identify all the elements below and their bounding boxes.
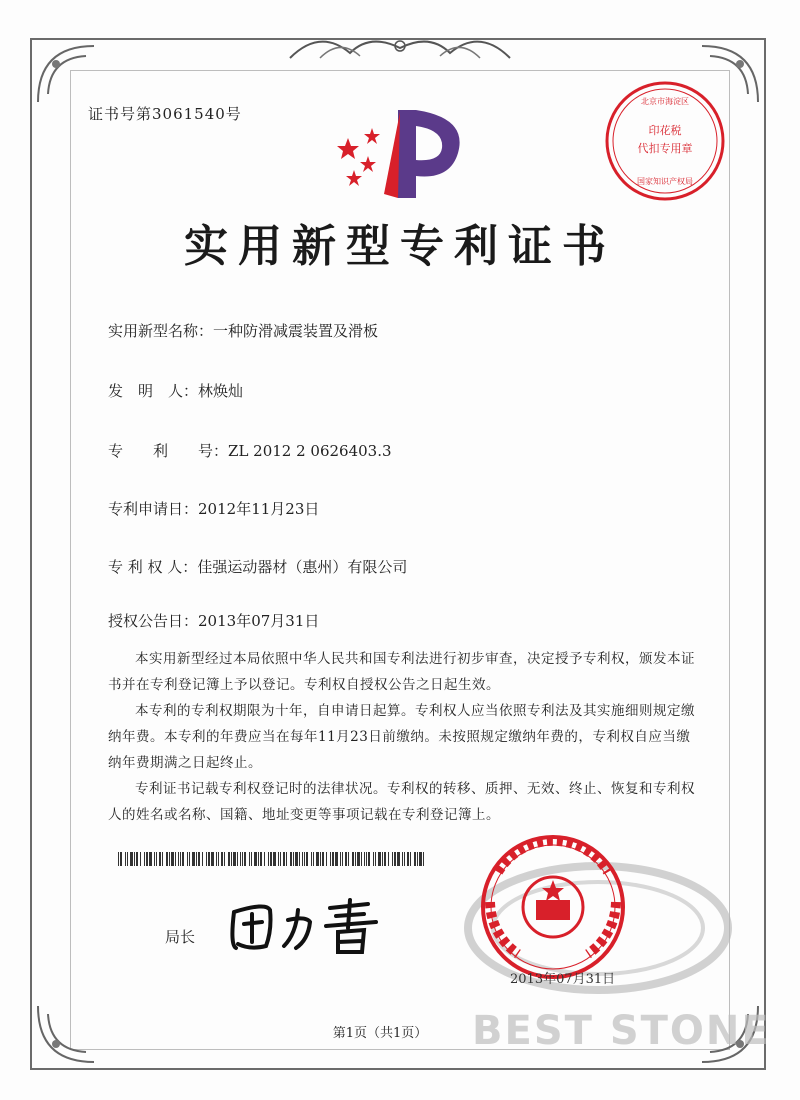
- barcode-bar: [187, 852, 188, 866]
- barcode-bar: [166, 852, 168, 866]
- barcode-bar: [242, 852, 243, 866]
- barcode-bar: [237, 852, 238, 866]
- barcode-bar: [414, 852, 416, 866]
- patent-number-value: ZL 2012 2 0626403.3: [228, 442, 392, 460]
- grant-date-row: [108, 610, 319, 631]
- svg-text:印花税: 印花税: [648, 124, 682, 137]
- barcode-bar: [419, 852, 422, 866]
- barcode-bar: [136, 852, 138, 866]
- barcode-bar: [231, 852, 232, 866]
- barcode-bar: [180, 852, 181, 866]
- barcode-bar: [366, 852, 367, 866]
- page-number: 第1页（共1页）: [332, 1026, 428, 1041]
- cnipa-logo: [328, 98, 468, 208]
- barcode-bar: [244, 852, 246, 866]
- barcode-bar: [251, 852, 252, 866]
- barcode-bar: [290, 852, 292, 866]
- top-ornament: [280, 28, 520, 68]
- barcode-bar: [382, 852, 383, 866]
- barcode-bar: [355, 852, 356, 866]
- barcode-bar: [233, 852, 236, 866]
- svg-text:北京市海淀区: 北京市海淀区: [641, 97, 689, 106]
- patentee-row: [108, 556, 407, 577]
- barcode-bar: [175, 852, 176, 866]
- director-label: 局长: [165, 928, 196, 946]
- svg-text:国家知识产权局: 国家知识产权局: [637, 177, 693, 186]
- barcode-bar: [348, 852, 349, 866]
- patentee-label: 专 利 权 人：: [108, 558, 198, 576]
- barcode-bar: [402, 852, 403, 866]
- barcode-bar: [189, 852, 190, 866]
- barcode-bar: [264, 852, 265, 866]
- barcode-bar: [397, 852, 400, 866]
- filing-date-label: 专利申请日：: [108, 500, 199, 518]
- utility-model-name-value: 一种防滑减震装置及滑板: [213, 322, 379, 340]
- body-paragraph-1: 本实用新型经过本局依照中华人民共和国专利法进行初步审查，决定授予专利权，颁发本证书并在专利登记簿上予以登记。专利权自授权公告之日起生效。: [108, 651, 695, 693]
- barcode-bar: [120, 852, 122, 866]
- barcode-bar: [228, 852, 230, 866]
- barcode-bar: [293, 852, 294, 866]
- barcode-bar: [224, 852, 225, 866]
- barcode-bar: [198, 852, 200, 866]
- barcode-bar: [364, 852, 365, 866]
- barcode-bar: [218, 852, 219, 866]
- barcode-bar: [154, 852, 155, 866]
- patent-number-label: 专 利 号：: [108, 442, 229, 460]
- inventor-row: [108, 380, 243, 401]
- barcode-bar: [182, 852, 184, 866]
- svg-text:代扣专用章: 代扣专用章: [637, 142, 693, 155]
- barcode-bar: [388, 852, 389, 866]
- barcode-bar: [404, 852, 405, 866]
- inventor-label: 发 明 人：: [108, 382, 199, 400]
- barcode-bar: [373, 852, 374, 866]
- barcode-bar: [125, 852, 126, 866]
- barcode-bar: [375, 852, 376, 866]
- barcode-bar: [249, 852, 250, 866]
- patent-number-row: [108, 440, 392, 461]
- barcode-bar: [306, 852, 308, 866]
- director-signature: [226, 890, 396, 960]
- barcode-bar: [295, 852, 298, 866]
- barcode-bar: [208, 852, 210, 866]
- filing-date-row: [108, 498, 319, 519]
- barcode-bar: [417, 852, 418, 866]
- barcode-bar: [304, 852, 305, 866]
- barcode-bar: [211, 852, 214, 866]
- body-paragraph-3: 专利证书记载专利权登记时的法律状况。专利权的转移、质押、无效、终止、恢复和专利权人的姓名或名称、国籍、地址变更等事项记载在专利登记簿上。: [108, 781, 695, 823]
- seal-date: 2013年07月31日: [510, 972, 616, 987]
- barcode-bar: [302, 852, 303, 866]
- barcode-bar: [196, 852, 197, 866]
- barcode-bar: [146, 852, 148, 866]
- certificate-number: 证书号第3061540号: [88, 105, 242, 123]
- barcode-bar: [273, 852, 276, 866]
- barcode-bar: [278, 852, 279, 866]
- grant-date-value: 2013年07月31日: [198, 612, 320, 630]
- grant-date-label: 授权公告日：: [108, 612, 199, 630]
- barcode-bar: [352, 852, 354, 866]
- barcode-bar: [423, 852, 424, 866]
- barcode-bar: [286, 852, 287, 866]
- barcode-bar: [192, 852, 195, 866]
- patentee-value: 佳强运动器材（惠州）有限公司: [197, 558, 408, 576]
- barcode-bar: [320, 852, 321, 866]
- barcode-bar: [118, 852, 119, 866]
- barcode-bar: [332, 852, 334, 866]
- barcode-bar: [258, 852, 259, 866]
- barcode-bar: [171, 852, 174, 866]
- certificate-title: 实用新型专利证书: [184, 221, 616, 272]
- barcode-bar: [335, 852, 338, 866]
- certificate-body: [108, 646, 698, 828]
- barcode-bar: [394, 852, 396, 866]
- barcode-bar: [260, 852, 262, 866]
- tax-stamp-seal: [600, 76, 730, 206]
- barcode-bar: [407, 852, 409, 866]
- barcode-bar: [316, 852, 319, 866]
- barcode-bar: [340, 852, 341, 866]
- barcode-bar: [299, 852, 300, 866]
- barcode-bar: [357, 852, 360, 866]
- barcode-bar: [378, 852, 381, 866]
- utility-model-name-row: [108, 320, 378, 341]
- corner-ornament-tl: [36, 44, 96, 104]
- barcode-bar: [140, 852, 141, 866]
- barcode-bar: [410, 852, 411, 866]
- barcode-bar: [254, 852, 257, 866]
- barcode-bar: [345, 852, 347, 866]
- barcode-bar: [240, 852, 241, 866]
- official-seal: [468, 832, 638, 982]
- barcode-bar: [283, 852, 285, 866]
- barcode-bar: [280, 852, 281, 866]
- barcode-bar: [216, 852, 217, 866]
- barcode-bar: [322, 852, 324, 866]
- barcode-bar: [178, 852, 179, 866]
- barcode-bar: [368, 852, 370, 866]
- filing-date-value: 2012年11月23日: [198, 500, 320, 518]
- barcode-bar: [130, 852, 133, 866]
- barcode: [118, 852, 428, 866]
- barcode-bar: [162, 852, 163, 866]
- body-paragraph-2: 本专利的专利权期限为十年，自申请日起算。专利权人应当依照专利法及其实施细则规定缴纳年费。本专利的年费应当在每年11月23日前缴纳。未按照规定缴纳年费的，专利权自应当缴纳年费期满之日起终止。: [108, 703, 695, 771]
- barcode-bar: [169, 852, 170, 866]
- barcode-bar: [326, 852, 327, 866]
- inventor-value: 林焕灿: [198, 382, 244, 400]
- barcode-bar: [127, 852, 128, 866]
- watermark-text: BEST STONE: [472, 1008, 771, 1054]
- barcode-bar: [202, 852, 203, 866]
- barcode-bar: [159, 852, 161, 866]
- utility-model-name-label: 实用新型名称：: [108, 322, 214, 340]
- barcode-bar: [134, 852, 135, 866]
- barcode-bar: [330, 852, 331, 866]
- barcode-bar: [156, 852, 157, 866]
- barcode-bar: [270, 852, 272, 866]
- barcode-bar: [342, 852, 343, 866]
- barcode-bar: [144, 852, 145, 866]
- barcode-bar: [221, 852, 223, 866]
- barcode-bar: [361, 852, 362, 866]
- barcode-bar: [384, 852, 386, 866]
- barcode-bar: [149, 852, 152, 866]
- barcode-bar: [311, 852, 312, 866]
- barcode-bar: [268, 852, 269, 866]
- barcode-bar: [313, 852, 314, 866]
- barcode-bar: [392, 852, 393, 866]
- barcode-bar: [206, 852, 207, 866]
